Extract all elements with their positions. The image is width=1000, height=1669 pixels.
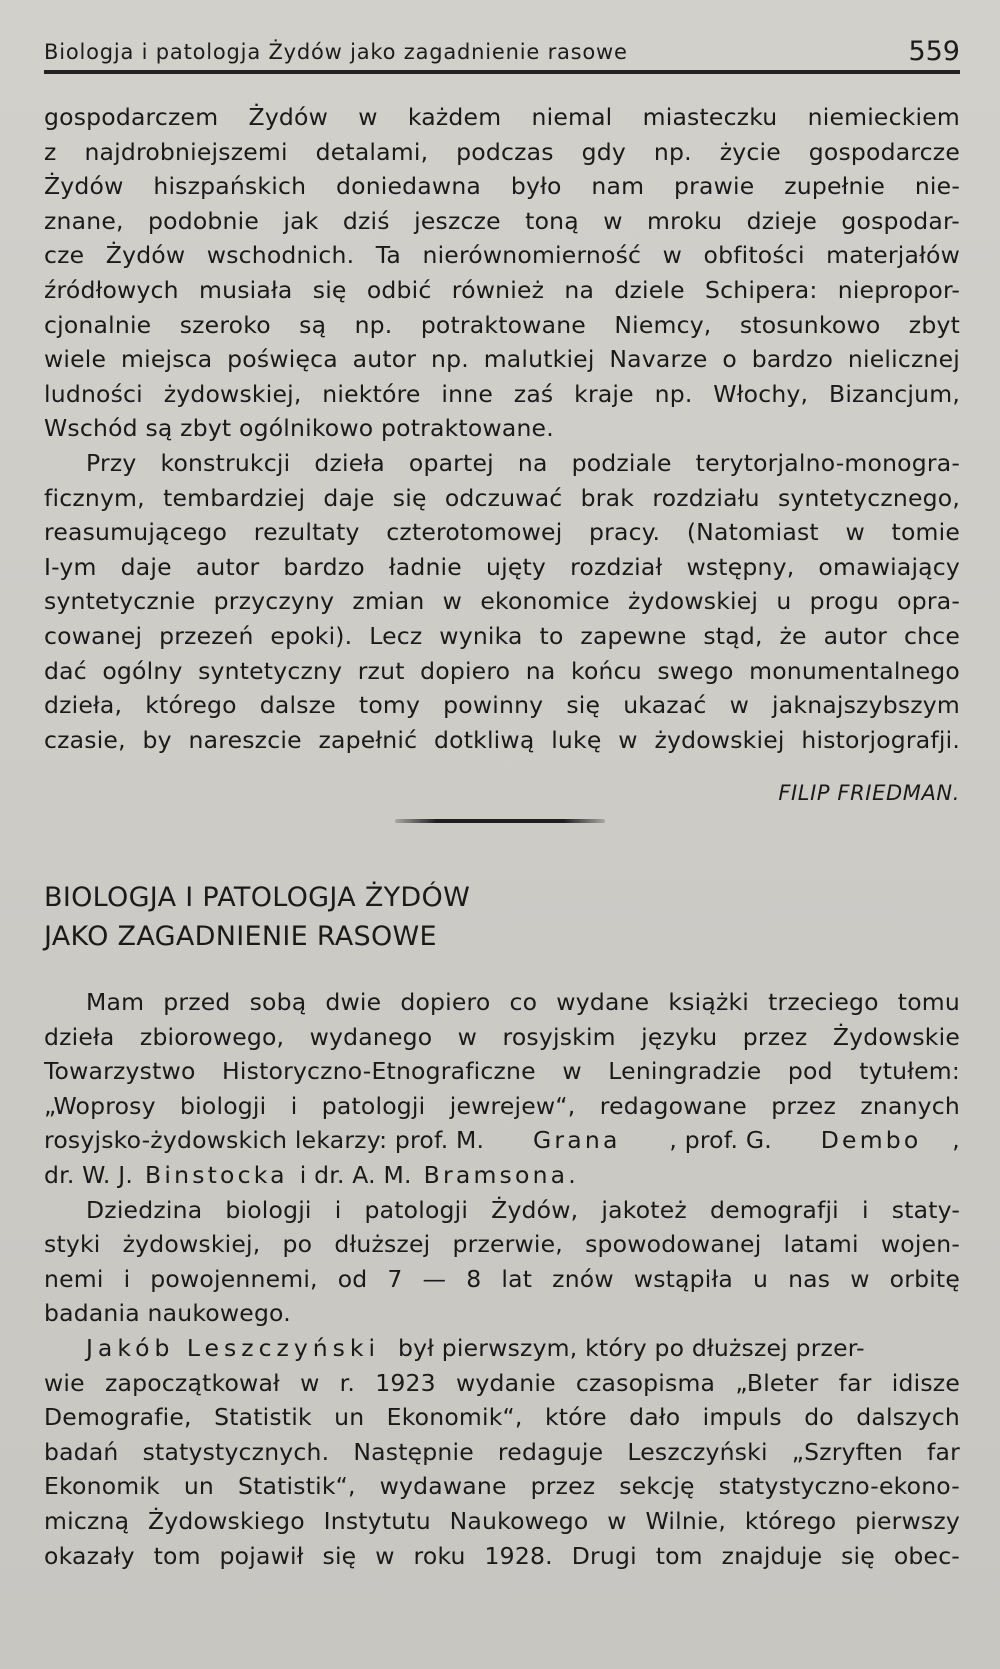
text-line: Ekonomik un Statistik“, wydawane przez sekcję statystyczno-ekono- [44, 1472, 960, 1501]
text-fragment: . [568, 1160, 576, 1189]
text-line: badań statystycznych. Następnie redaguje Leszczyński „Szryften far [44, 1437, 960, 1466]
text-line: badania naukowego. [44, 1299, 291, 1328]
spaced-name: Binstocka [145, 1160, 288, 1189]
section-separator [395, 819, 605, 823]
text-fragment: dr. W. J. [44, 1160, 134, 1189]
article-text [44, 985, 960, 1573]
text-line: dzieła zbiorowego, wydanego w rosyjskim języku przez Żydowskie [44, 1022, 960, 1051]
text-line: I-ym daje autor bardzo ładnie ujęty rozdział wstępny, omawiający [44, 552, 960, 581]
text-line: dzieła, którego dalsze tomy powinny się ukazać w jaknajszybszym [44, 691, 960, 720]
text-line: znane, podobnie jak dziś jeszcze toną w mroku dzieje gospodar- [44, 206, 960, 235]
text-line: cjonalnie szeroko są np. potraktowane Niemcy, stosunkowo zbyt [44, 310, 960, 339]
review-text [44, 100, 960, 757]
text-line: wiele miejsca poświęca autor np. malutkiej Navarze o bardzo nielicznej [44, 345, 960, 374]
text-line: cowanej przezeń epoki). Lecz wynika to zapewne stąd, że autor chce [44, 621, 960, 650]
text-line: ficznym, tembardziej daje się odczuwać brak rozdziału syntetycznego, [44, 483, 960, 512]
text-line: Żydów hiszpańskich doniedawna było nam prawie zupełnie nie- [44, 172, 960, 201]
spaced-name: Grana [533, 1126, 621, 1155]
header-rule [44, 70, 960, 74]
text-line: wie zapoczątkował w r. 1923 wydanie czasopisma „Bleter far idisze [44, 1368, 960, 1397]
text-fragment: był pierwszym, który po dłuższej przer- [398, 1333, 865, 1362]
text-line: Przy konstrukcji dzieła opartej na podziale terytorjalno-monogra- [86, 448, 960, 477]
signature: FILIP FRIEDMAN. [778, 781, 960, 805]
text-line [44, 1123, 960, 1158]
text-line: reasumującego rezultaty czterotomowej pracy. (Natomiast w tomie [44, 518, 960, 547]
spaced-name: Bramsona [423, 1160, 569, 1189]
section-heading-line: JAKO ZAGADNIENIE RASOWE [44, 921, 437, 952]
page-number: 559 [908, 36, 960, 67]
text-fragment: i dr. A. M. [299, 1160, 412, 1189]
text-line: gospodarczem Żydów w każdem niemal miasteczku niemieckiem [44, 103, 960, 131]
running-title: Biologja i patologja Żydów jako zagadnienie rasowe [44, 40, 628, 64]
text-line [44, 1158, 960, 1193]
text-line: miczną Żydowskiego Instytutu Naukowego w Wilnie, którego pierwszy [44, 1506, 960, 1535]
text-line: nemi i powojennemi, od 7 — 8 lat znów wstąpiła u nas w orbitę [44, 1264, 960, 1293]
text-line: „Woprosy biologji i patologji jewrejew“, redagowane przez znanych [44, 1091, 960, 1120]
spaced-name: Dembo [820, 1126, 922, 1155]
spaced-name: Jakób Leszczyński [86, 1333, 381, 1362]
section-heading [44, 878, 470, 956]
text-line: czasie, by nareszcie zapełnić dotkliwą lukę w żydowskiej historjografji. [44, 725, 960, 754]
text-line: Dziedzina biologji i patologji Żydów, jakoteż demografji i staty- [86, 1195, 960, 1224]
text-fragment: , prof. G. [669, 1126, 772, 1155]
text-line: Towarzystwo Historyczno-Etnograficzne w Leningradzie pod tytułem: [44, 1057, 960, 1086]
text-line: styki żydowskiej, po dłuższej przerwie, spowodowanej latami wojen- [44, 1230, 960, 1259]
text-fragment: , [952, 1126, 960, 1155]
section-heading-line: BIOLOGJA I PATOLOGJA ŻYDÓW [44, 882, 471, 913]
text-line: syntetycznie przyczyny zmian w ekonomice żydowskiej u progu opra- [44, 587, 960, 616]
text-line: Demografie, Statistik un Ekonomik“, które dało impuls do dalszych [44, 1403, 960, 1432]
running-head [44, 34, 960, 70]
text-fragment: rosyjsko-żydowskich lekarzy: prof. M. [44, 1126, 485, 1155]
text-line: z najdrobniejszemi detalami, podczas gdy np. życie gospodarcze [44, 137, 960, 166]
text-line: źródłowych musiała się odbić również na dziele Schipera: niepropor- [44, 275, 960, 304]
text-line: okazały tom pojawił się w roku 1928. Drugi tom znajduje się obec- [44, 1541, 960, 1570]
text-line: Mam przed sobą dwie dopiero co wydane książki trzeciego tomu [86, 988, 960, 1016]
text-line: ludności żydowskiej, niektóre inne zaś kraje np. Włochy, Bizancjum, [44, 379, 960, 408]
text-line: cze Żydów wschodnich. Ta nierównomierność w obfitości materjałów [44, 241, 960, 270]
text-line: dać ogólny syntetyczny rzut dopiero na końcu swego monumentalnego [44, 656, 960, 685]
text-line [44, 1331, 960, 1366]
text-line: Wschód są zbyt ogólnikowo potraktowane. [44, 414, 554, 443]
